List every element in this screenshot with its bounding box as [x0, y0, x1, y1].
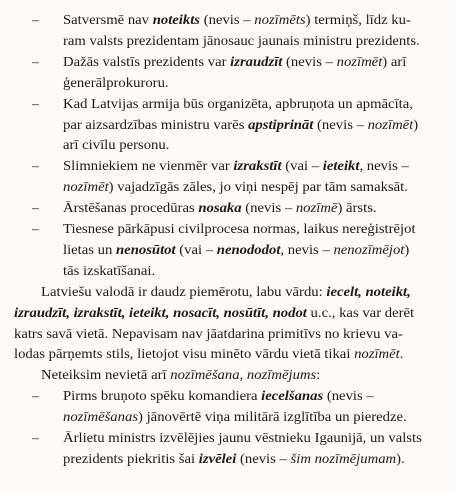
- line-text: [63, 156, 409, 176]
- emphasized-term: noteikts: [152, 12, 201, 27]
- line-text: [63, 52, 406, 72]
- emphasized-term: ieteikt: [322, 158, 360, 174]
- line-text: [63, 10, 411, 30]
- text-run: Dažās valstīs prezidents var: [63, 53, 231, 69]
- text-run: ģenerālprokuroru.: [63, 74, 169, 90]
- text-run: Ārlietu ministrs izvēlējies jaunu vēstnieku Igaunijā, un valsts: [63, 430, 422, 445]
- text-run: .: [399, 346, 404, 362]
- text-run: arī civīlu personu.: [63, 137, 170, 153]
- text-run: Ārstēšanas procedūras: [63, 200, 199, 216]
- line-text: [41, 365, 320, 385]
- text-run: ): [413, 116, 419, 132]
- list-dash: –: [32, 430, 39, 445]
- emphasized-term: iecelt, noteikt,: [326, 283, 411, 299]
- text-run: (nevis –: [241, 200, 296, 216]
- line-text: [63, 94, 413, 114]
- emphasized-term: nenododot: [216, 241, 281, 257]
- emphasized-term: nozīmēšana, nozīmējums: [170, 367, 317, 383]
- list-dash: –: [32, 158, 39, 174]
- list-dash: –: [32, 200, 39, 216]
- line-text: [63, 428, 422, 448]
- line-text: [63, 449, 405, 469]
- text-run: ) arī: [382, 53, 407, 69]
- emphasized-term: nozīmēt: [367, 116, 414, 132]
- emphasized-term: apstiprināt: [248, 116, 314, 132]
- emphasized-term: izraudzīt: [230, 53, 283, 69]
- text-run: :: [316, 367, 321, 383]
- text-run: (nevis –: [200, 12, 255, 27]
- line-text: [41, 282, 411, 302]
- emphasized-term: nenozīmējot: [333, 241, 405, 257]
- text-run: ) vajadzīgās zāles, jo viņi nespēj par tām samaksāt.: [108, 179, 408, 195]
- list-dash: –: [32, 388, 39, 404]
- text-run: tās izskatīšanai.: [63, 262, 156, 278]
- text-run: (nevis –: [236, 450, 291, 466]
- text-run: ): [404, 241, 410, 257]
- line-text: [14, 344, 403, 364]
- text-run: ) termiņš, līdz ku-: [305, 12, 411, 27]
- list-dash: –: [32, 12, 39, 27]
- text-run: ).: [396, 450, 405, 466]
- line-text: [63, 31, 420, 51]
- text-run: Satversmē nav: [63, 12, 153, 27]
- text-run: ) jānovērtē viņa militārā izglītība un pieredze.: [138, 409, 407, 425]
- text-run: Latviešu valodā ir daudz piemērotu, labu vārdu:: [41, 283, 327, 299]
- line-text: [63, 177, 408, 197]
- emphasized-term: izrakstīt: [233, 158, 282, 174]
- text-run: ) ārsts.: [337, 200, 377, 216]
- text-run: par aizsardzības ministru varēs: [63, 116, 249, 132]
- emphasized-term: nozīmēt: [354, 346, 400, 362]
- line-text: [63, 261, 155, 281]
- text-run: , nevis –: [280, 241, 334, 257]
- text-run: Kad Latvijas armija būs organizēta, apbruņota un apmācīta,: [63, 95, 413, 111]
- emphasized-term: iecelšanas: [261, 388, 324, 404]
- text-run: Pirms bruņoto spēku komandiera: [63, 388, 262, 404]
- line-text: [63, 135, 169, 155]
- line-text: [63, 240, 409, 260]
- emphasized-term: nozīmēšanas: [63, 409, 139, 425]
- list-dash: –: [32, 221, 39, 236]
- line-text: [63, 386, 374, 406]
- emphasized-term: nozīmēt: [336, 53, 383, 69]
- text-run: u.c., kas var derēt: [306, 304, 415, 320]
- text-run: (nevis –: [323, 388, 374, 404]
- text-run: prezidents piekritis šai: [63, 450, 199, 466]
- emphasized-term: nozīmē: [295, 200, 338, 216]
- emphasized-term: nozīmēts: [254, 12, 306, 27]
- text-run: (vai –: [281, 158, 323, 174]
- emphasized-term: nosaka: [198, 200, 242, 216]
- list-dash: –: [32, 95, 39, 111]
- line-text: [63, 219, 416, 239]
- emphasized-term: šim nozīmējumam: [290, 450, 397, 466]
- list-dash: –: [32, 53, 39, 69]
- text-run: (vai –: [175, 241, 217, 257]
- line-text: [63, 407, 407, 427]
- text-run: (nevis –: [313, 116, 368, 132]
- text-run: Tiesnese pārkāpusi civilprocesa normas, laikus nereģistrējot: [63, 221, 416, 236]
- emphasized-term: nozīmēt: [63, 179, 109, 195]
- text-run: Slimniekiem ne vienmēr var: [63, 158, 234, 174]
- text-run: , nevis –: [359, 158, 409, 174]
- text-run: (nevis –: [282, 53, 337, 69]
- emphasized-term: izraudzīt, izrakstīt, ieteikt, nosacīt, nosūtīt, nodot: [14, 304, 307, 320]
- text-run: Neteiksim nevietā arī: [41, 367, 171, 383]
- emphasized-term: izvēlei: [198, 450, 237, 466]
- line-text: [63, 198, 377, 218]
- text-run: ram valsts prezidentam jānosauc jaunais ministru prezidents.: [63, 32, 420, 48]
- line-text: [14, 303, 414, 323]
- text-run: lietas un: [63, 241, 117, 257]
- line-text: [14, 324, 403, 344]
- line-text: [63, 73, 169, 93]
- text-run: lodas pārņemts stils, lietojot visu minēto vārdu vietā tikai: [14, 346, 355, 362]
- line-text: [63, 115, 418, 135]
- emphasized-term: nenosūtot: [116, 241, 176, 257]
- text-run: katrs savā vietā. Nepavisam nav jāatdarina primitīvs no krievu va-: [14, 325, 403, 341]
